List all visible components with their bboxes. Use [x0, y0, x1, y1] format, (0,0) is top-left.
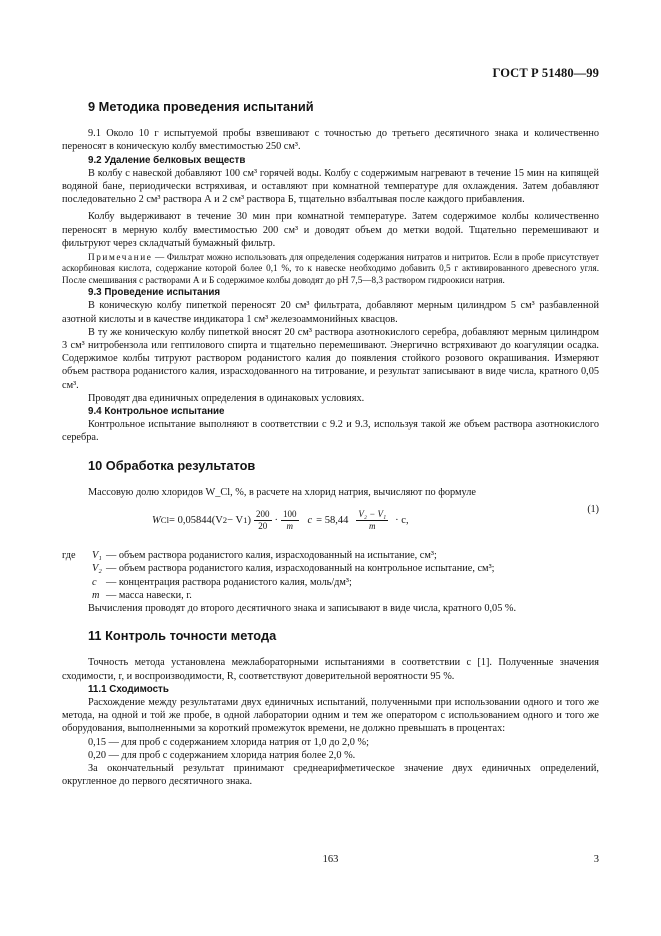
- formula-number: (1): [587, 504, 599, 516]
- where-symbol: c: [92, 576, 97, 588]
- para-9-3-a: В коническую колбу пипеткой переносят 20 см³ фильтрата, добавляют мерным цилиндром 5 см³ разбавленной азотной кислоты и в качестве индикатора 1 см³ железоаммонийных квасцов.: [62, 300, 599, 325]
- para-9-1: 9.1 Около 10 г испытуемой пробы взвешивают с точностью до третьего десятичного знака и количественно переносят в коническую колбу вместимостью 250 см³.: [62, 128, 599, 153]
- where-item: [62, 562, 599, 575]
- sheet-number: 3: [593, 854, 599, 865]
- list-item-0-15: 0,15 — для проб с содержанием хлорида натрия от 1,0 до 2,0 %;: [88, 736, 369, 748]
- section-10-title: 10 Обработка результатов: [88, 457, 256, 473]
- fraction-num: V₂ − V₁: [358, 509, 387, 520]
- formula-expression: W Cl = 0,05844(V 2 − V 1 ) $\frac{200}{20}$ · $\frac{100}{m}$ c = 58,44 $\frac{\text{V₂ − V₁}}{m}$ · c,: [152, 509, 409, 532]
- formula-v1-sub: 1: [243, 514, 248, 525]
- para-9-2-a: В колбу с навеской добавляют 100 см³ горячей воды. Колбу с содержимым нагревают в течение 15 мин на кипящей водяной бане, периодически встряхивая, и оставляют при комнатной температуре для охлаждения. Затем добавляют последовательно 2 см³ раствора А и 2 см³ раствора Б, тщательно взбалтывая после каждого прибавления.: [62, 167, 599, 206]
- formula-lhs-sub: Cl: [160, 514, 170, 525]
- where-text: — концентрация раствора роданистого калия, моль/дм³;: [106, 576, 352, 588]
- note-label: Примечание: [88, 252, 153, 263]
- where-symbol: m: [92, 589, 100, 601]
- para-10-intro: Массовую долю хлоридов W_Cl, %, в расчете на хлорид натрия, вычисляют по формуле: [88, 486, 476, 498]
- fraction-num: 100: [283, 509, 297, 520]
- subsection-9-2-title: 9.2 Удаление белковых веществ: [88, 154, 246, 166]
- formula-minus: − V: [227, 514, 244, 526]
- fraction-v-diff-m: [356, 509, 388, 532]
- subsection-9-4-title: 9.4 Контрольное испытание: [88, 406, 225, 418]
- where-item: [62, 549, 599, 562]
- page-number: 163: [322, 854, 339, 865]
- note-block: [62, 252, 599, 286]
- formula-part1: = 0,05844(V: [169, 514, 223, 526]
- section-9-title: 9 Методика проведения испытаний: [88, 99, 314, 114]
- where-label: где: [62, 550, 76, 562]
- para-9-3-c: Проводят два единичных определения в одинаковых условиях.: [88, 392, 365, 404]
- para-11-intro: Точность метода установлена межлабораторными испытаниями в соответствии с [1]. Полученные значения сходимости, r, и воспроизводимости, R, соответствуют доверительной вероятности 95 %.: [62, 657, 599, 682]
- para-9-2-b: Колбу выдерживают в течение 30 мин при комнатной температуре. Затем содержимое колбы количественно переносят в мерную колбу вместимостью 200 см³ и доводят объем до метки водой. Тщательно перемешивают и фильтруют через складчатый бумажный фильтр.: [62, 211, 599, 249]
- formula-close: ): [247, 514, 251, 526]
- fraction-den: m: [369, 521, 376, 532]
- formula-1: [62, 503, 599, 543]
- fraction-200-20: [254, 509, 272, 532]
- formula-lhs: W: [152, 514, 161, 526]
- para-9-4: Контрольное испытание выполняют в соответствии с 9.2 и 9.3, используя такой же объем раствора азотнокислого серебра.: [62, 419, 599, 444]
- subsection-11-1-title: 11.1 Сходимость: [88, 683, 169, 695]
- where-item: [62, 576, 599, 589]
- where-item: [62, 589, 599, 602]
- page-content: [62, 96, 599, 788]
- formula-tail: · c,: [395, 514, 409, 526]
- doc-code-header: ГОСТ Р 51480—99: [492, 66, 599, 80]
- note-text: — Фильтрат можно использовать для определения содержания нитратов и нитритов. Если в пробе присутствует аскорбиновая кислота, содержание которой более 0,1 %, то к навеске необходимо добавить 0,5 г активированного древесного угля. После смешивания с растворами А и Б содержимое колбы доводят до рН 7,5—8,3 раствором гидроокиси натрия.: [62, 252, 599, 285]
- para-11-1-a: Расхождение между результатами двух единичных испытаний, полученными при использовании одного и того же метода, на одной и той же пробе, в одной лаборатории одним и тем же оператором с использованием одного и того же оборудования, выполненными за короткий промежуток времени, не должно превышать в процентах:: [62, 696, 599, 735]
- where-symbol: V₁: [92, 550, 102, 562]
- where-text: — масса навески, г.: [106, 589, 192, 601]
- formula-eq2: = 58,44: [316, 514, 349, 526]
- where-symbol: V₂: [92, 563, 102, 575]
- where-text: — объем раствора роданистого калия, израсходованный на контрольное испытание, см³;: [106, 563, 495, 575]
- para-9-3-b: В ту же коническую колбу пипеткой вносят 20 см³ раствора азотнокислого серебра, добавляют мерным цилиндром 3 см³ нитробензола или гептилового спирта и тщательно перемешивают. Энергично встряхивают до коагуляции осадка. Содержимое колбы титруют раствором роданистого калия до появления стойкого розового окрашивания. Измеряют объем раствора роданистого калия, израсходованного на титрование, и результат записывают в виде числа, кратного 0,05 см³.: [62, 326, 599, 391]
- para-10-rounding: Вычисления проводят до второго десятичного знака и записывают в виде числа, кратного 0,05 %.: [88, 602, 517, 614]
- fraction-den: 20: [258, 521, 268, 532]
- where-list: [62, 549, 599, 602]
- fraction-den: m: [286, 521, 293, 532]
- fraction-num: 200: [256, 509, 270, 520]
- fraction-100-m: [281, 509, 299, 532]
- list-item-0-20: 0,20 — для проб с содержанием хлорида натрия более 2,0 %.: [88, 749, 356, 761]
- para-11-1-b: За окончательный результат принимают среднеарифметическое значение двух единичных определений, округленное до первого десятичного знака.: [62, 762, 599, 788]
- formula-v2-sub: 2: [222, 514, 228, 525]
- subsection-9-3-title: 9.3 Проведение испытания: [88, 287, 221, 299]
- where-text: — объем раствора роданистого калия, израсходованный на испытание, см³;: [106, 550, 437, 562]
- section-11-title: 11 Контроль точности метода: [88, 628, 277, 644]
- formula-c: c: [307, 514, 313, 526]
